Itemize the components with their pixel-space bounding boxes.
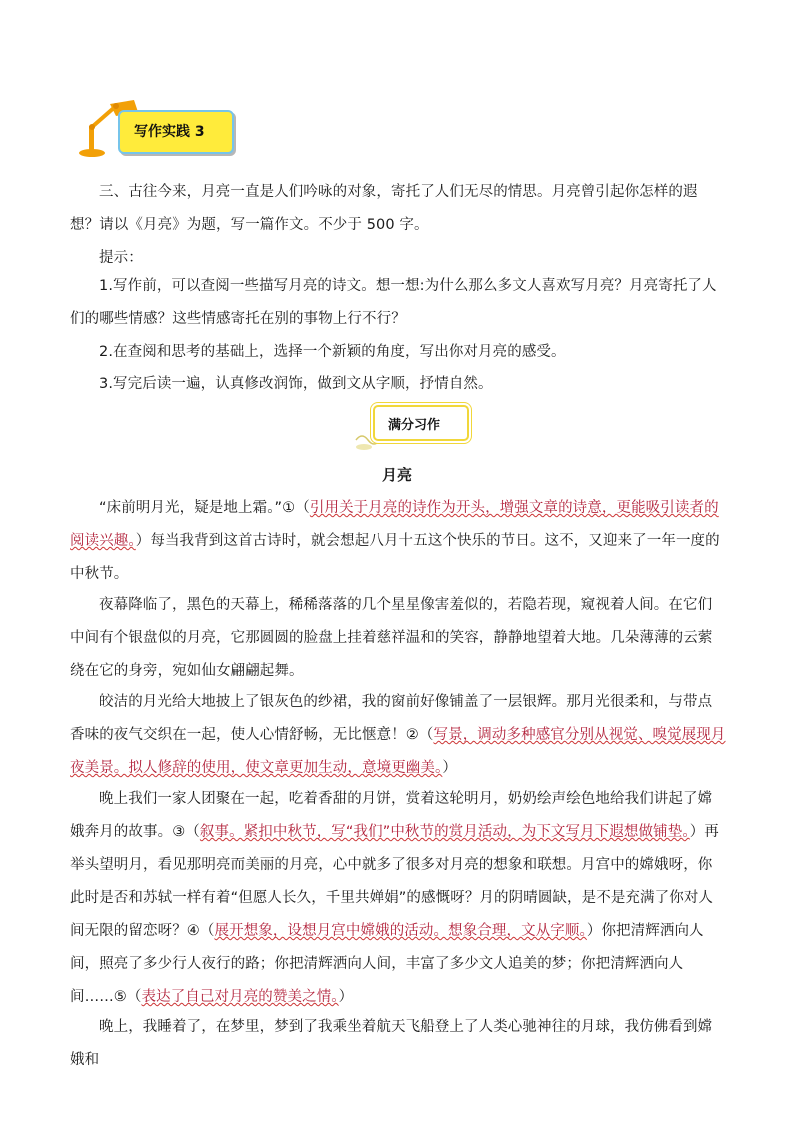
essay-text: 皎洁的月光给大地披上了银灰色的纱裙，我的窗前好像铺盖了一层银辉。那月光很柔和，与带点香味的夜气交织在一起，使人心情舒畅，无比惬意！②（	[70, 694, 713, 743]
essay-text: ）	[338, 989, 354, 1005]
prompt-question: 三、古往今来，月亮一直是人们吟咏的对象，寄托了人们无尽的情思。月亮曾引起你怎样的遐想？请以《月亮》为题，写一篇作文。不少于 500 字。	[70, 184, 698, 233]
essay-text: ）你把清辉洒向人间，照亮了多少行人夜行的路；你把清辉洒向人间，丰富了多少文人追美的梦；你把清辉洒向人间……⑤（	[70, 923, 704, 1005]
essay-text: 夜幕降临了，黑色的天幕上，稀稀落落的几个星星像害羞似的，若隐若现，窥视着人间。在它们中间有个银盘似的月亮，它那圆圆的脸盘上挂着慈祥温和的笑容，静静地望着大地。几朵薄薄的云萦绕在它的身旁，宛如仙女翩翩起舞。	[70, 597, 713, 679]
section-title: 写作实践 3	[134, 124, 205, 140]
hint-label: 提示：	[99, 250, 143, 266]
hint-2: 2.在查阅和思考的基础上，选择一个新颖的角度，写出你对月亮的感受。	[99, 344, 566, 360]
annotation-note: 展开想象，设想月宫中嫦娥的活动。想象合理，文从字顺。	[214, 923, 587, 939]
badge-label: 满分习作	[388, 418, 441, 433]
annotation-note: 表达了自己对月亮的赞美之情。	[141, 989, 339, 1005]
hint-3: 3.写完后读一遍，认真修改润饰，做到文从字顺，抒情自然。	[99, 376, 493, 392]
essay-text: ）再举头望明月，看见那明亮而美丽的月亮，心中就多了很多对月亮的想象和联想。月宫中的嫦娥呀，你此时是否和苏轼一样有着“但愿人长久，千里共婵娟”的感慨呀？月的阴晴圆缺，是不是充满了你对人间无限的留恋呀？④（	[70, 824, 719, 939]
model-essay-badge	[373, 405, 469, 441]
essay-paragraph	[70, 686, 726, 785]
essay-text: “床前明月光，疑是地上霜。”①（	[99, 500, 310, 516]
essay-text: 晚上，我睡着了，在梦里，梦到了我乘坐着航天飞船登上了人类心驰神往的月球，我仿佛看到嫦娥和	[70, 1019, 713, 1068]
essay-text: ）每当我背到这首古诗时，就会想起八月十五这个快乐的节日。这不，又迎来了一年一度的中秋节。	[70, 533, 720, 582]
section-title-box	[118, 110, 234, 154]
hint-1: 1.写作前，可以查阅一些描写月亮的诗文。想一想:为什么那么多文人喜欢写月亮？月亮寄托了人们的哪些情感？这些情感寄托在别的事物上行不行？	[70, 278, 717, 327]
essay-paragraph	[70, 1011, 726, 1077]
essay-text: 晚上我们一家人团聚在一起，吃着香甜的月饼，赏着这轮明月，奶奶绘声绘色地给我们讲起了嫦娥奔月的故事。③（	[70, 791, 713, 840]
annotation-note: 叙事。紧扣中秋节，写“我们”中秋节的赏月活动，为下文写月下遐想做铺垫。	[199, 824, 690, 840]
annotation-note: 写景，调动多种感官分别从视觉、嗅觉展现月夜美景。拟人修辞的使用，使文章更加生动，意境更幽美。	[70, 727, 726, 776]
annotation-note: 引用关于月亮的诗作为开头，增强文章的诗意，更能吸引读者的阅读兴趣。	[70, 500, 719, 549]
essay-paragraph	[70, 783, 726, 1014]
essay-paragraph	[70, 492, 726, 591]
essay-title: 月亮	[381, 466, 412, 484]
essay-paragraph	[70, 589, 726, 688]
essay-text: ）	[442, 760, 457, 776]
